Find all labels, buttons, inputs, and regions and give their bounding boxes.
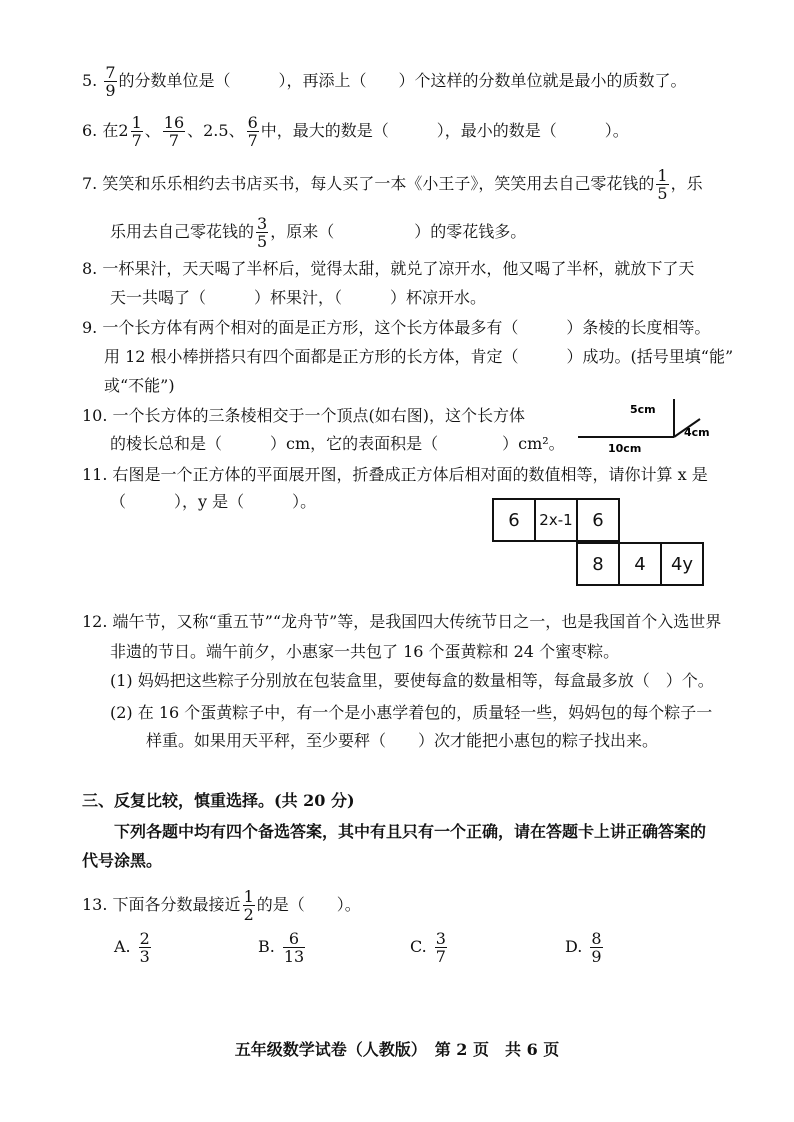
question-number: 7.	[82, 174, 98, 193]
net-cell: 4y	[660, 542, 704, 586]
question-10-line-2: 的棱长总和是（ ）cm，它的表面积是（ ）cm²。	[110, 434, 565, 453]
question-number: 8.	[82, 259, 98, 278]
question-text: ，原来（ ）的零花钱多。	[270, 222, 527, 241]
question-text: 下面各分数最接近	[112, 895, 241, 914]
question-11-line-2: （ ），y 是（ ）。	[110, 492, 317, 511]
question-text: ，乐	[670, 174, 703, 193]
question-text: 乐用去自己零花钱的	[110, 222, 255, 241]
question-number: 9.	[82, 318, 98, 337]
question-text: 一个长方体的三条棱相交于一个顶点(如右图)，这个长方体	[112, 406, 526, 425]
question-number: 5.	[82, 71, 98, 90]
question-text: 、2.5、	[187, 121, 245, 140]
question-9-line-1	[82, 318, 710, 338]
question-8-line-2: 天一共喝了（ ）杯果汁，（ ）杯凉开水。	[110, 288, 487, 307]
question-12-sub-2b: 样重。如果用天平秤，至少要秤（ ）次才能把小惠包的粽子找出来。	[146, 731, 659, 750]
question-number: 11.	[82, 465, 108, 484]
page-footer: 五年级数学试卷（人教版） 第 2 页 共 6 页	[234, 1040, 560, 1059]
fraction: $\frac{7}{9}$	[105, 63, 116, 100]
question-number: 6.	[82, 121, 98, 140]
question-text: 端午节，又称“重五节”“龙舟节”等，是我国四大传统节日之一，也是我国首个入选世界	[112, 612, 722, 631]
question-12-line-2: 非遗的节日。端午前夕，小惠家一共包了 16 个蛋黄粽和 24 个蜜枣粽。	[110, 642, 620, 661]
question-7-line-2	[110, 215, 526, 250]
height-label: 5cm	[630, 403, 656, 416]
option-b[interactable]: B. $\frac{6}{13}$	[258, 929, 305, 966]
question-text: 中，最大的数是（ ），最小的数是（ ）。	[260, 121, 629, 140]
fraction: $\frac{1}{7}$	[131, 113, 142, 150]
width-label: 4cm	[684, 426, 710, 439]
question-12-sub-1: (1) 妈妈把这些粽子分别放在包装盒里，要使每盒的数量相等，每盒最多放（ ）个。	[110, 671, 714, 690]
question-10-line-1	[82, 406, 525, 426]
question-8-line-1	[82, 259, 694, 279]
question-text: 一杯果汁，天天喝了半杯后，觉得太甜，就兑了凉开水，他又喝了半杯，就放下了天	[102, 259, 695, 278]
question-number: 12.	[82, 612, 108, 631]
mixed-number-whole: 2	[118, 121, 129, 140]
question-number: 13.	[82, 895, 108, 914]
net-cell: 8	[576, 542, 620, 586]
question-number: 10.	[82, 406, 108, 425]
question-9-line-3: 或“不能”)	[104, 376, 175, 395]
fraction: $\frac{3}{5}$	[257, 214, 268, 251]
option-a[interactable]: A. $\frac{2}{3}$	[114, 929, 150, 966]
net-cell: 6	[492, 498, 536, 542]
question-text: 右图是一个正方体的平面展开图，折叠成正方体后相对面的数值相等，请你计算 x 是	[112, 465, 708, 484]
question-text: 的是（ ）。	[256, 895, 361, 914]
question-6: 6. 在2 $\frac{1}{7}$ 、 $\frac{16}{7}$ 、2.5、 $\frac{6}{7}$ 中，最大的数是（ ），最小的数是（ ）。	[82, 113, 629, 150]
option-c[interactable]: C. $\frac{3}{7}$	[410, 929, 446, 966]
question-5	[82, 64, 687, 99]
question-7-line-1	[82, 167, 703, 202]
fraction: $\frac{1}{5}$	[657, 166, 668, 203]
section-instructions-line-1: 下列各题中均有四个备选答案，其中有且只有一个正确，请在答题卡上讲正确答案的	[114, 822, 707, 841]
net-cell: 4	[618, 542, 662, 586]
question-9-line-2: 用 12 根小棒拼搭只有四个面都是正方形的长方体，肯定（ ）成功。(括号里填“能”	[104, 347, 734, 366]
section-title: 三、反复比较，慎重选择。(共 20 分)	[82, 791, 355, 810]
fraction: $\frac{6}{7}$	[247, 113, 258, 150]
net-cell: 2x-1	[534, 498, 578, 542]
cuboid-edges-diagram	[570, 395, 720, 455]
question-text: 一个长方体有两个相对的面是正方形，这个长方体最多有（ ）条棱的长度相等。	[102, 318, 711, 337]
net-cell: 6	[576, 498, 620, 542]
question-text: 的分数单位是（ ），再添上（ ）个这样的分数单位就是最小的质数了。	[118, 71, 687, 90]
question-12-line-1	[82, 612, 721, 632]
fraction: $\frac{16}{7}$	[163, 113, 185, 150]
question-13	[82, 888, 361, 923]
section-instructions-line-2: 代号涂黑。	[82, 851, 163, 870]
question-12-sub-2a: (2) 在 16 个蛋黄粽子中，有一个是小惠学着包的，质量轻一些，妈妈包的每个粽子一	[110, 703, 713, 722]
length-label: 10cm	[608, 442, 642, 455]
fraction: $\frac{1}{2}$	[243, 887, 254, 924]
option-d[interactable]: D. $\frac{8}{9}$	[565, 929, 602, 966]
question-11-line-1	[82, 465, 708, 485]
question-text: 笑笑和乐乐相约去书店买书，每人买了一本《小王子》，笑笑用去自己零花钱的	[102, 174, 655, 193]
question-text: 在	[102, 121, 119, 140]
